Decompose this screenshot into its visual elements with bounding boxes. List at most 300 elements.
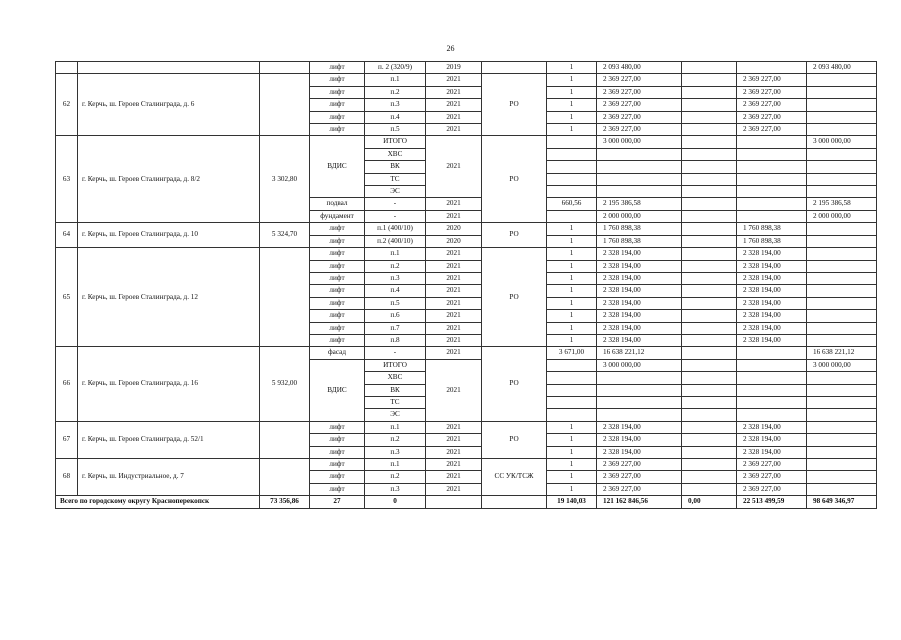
cell-work-type: лифт xyxy=(310,421,365,433)
cell-col-j xyxy=(682,235,737,247)
cell-col-l xyxy=(807,372,877,384)
cell-col-j xyxy=(682,384,737,396)
cell-element: - xyxy=(365,198,426,210)
cell-total-cost: 2 328 194,00 xyxy=(597,272,682,284)
cell-col-k xyxy=(737,198,807,210)
total-empty-year xyxy=(426,496,482,508)
cell-col-j xyxy=(682,285,737,297)
cell-element: ВК xyxy=(365,161,426,173)
cell-year: 2021 xyxy=(426,86,482,98)
capital-repair-table xyxy=(55,61,877,509)
cell-element: п.5 xyxy=(365,124,426,136)
cell-quantity xyxy=(547,136,597,148)
cell-total-cost: 2 369 227,00 xyxy=(597,111,682,123)
cell-year: 2021 xyxy=(426,334,482,346)
cell-number: 66 xyxy=(56,347,78,421)
table-body xyxy=(56,62,877,509)
cell-col-k: 1 760 898,38 xyxy=(737,235,807,247)
cell-col-l xyxy=(807,173,877,185)
cell-element: ТС xyxy=(365,173,426,185)
cell-quantity: 1 xyxy=(547,471,597,483)
cell-total-cost: 2 195 386,58 xyxy=(597,198,682,210)
cell-element: п.8 xyxy=(365,334,426,346)
cell-work-type: лифт xyxy=(310,86,365,98)
cell-col-k xyxy=(737,384,807,396)
cell-col-j xyxy=(682,111,737,123)
cell-work-type: лифт xyxy=(310,322,365,334)
cell-quantity: 1 xyxy=(547,235,597,247)
cell-col-j xyxy=(682,186,737,198)
cell-quantity: 1 xyxy=(547,434,597,446)
cell-work-type: лифт xyxy=(310,99,365,111)
cell-element: п.4 xyxy=(365,111,426,123)
cell-col-l xyxy=(807,334,877,346)
cell-col-l xyxy=(807,322,877,334)
cell-col-l xyxy=(807,310,877,322)
cell-quantity xyxy=(547,396,597,408)
cell-address: г. Керчь, ш. Героев Сталинграда, д. 16 xyxy=(78,347,260,421)
table-row xyxy=(56,223,877,235)
cell-total-cost: 2 369 227,00 xyxy=(597,99,682,111)
cell-col-j xyxy=(682,260,737,272)
cell-col-l xyxy=(807,86,877,98)
table-row xyxy=(56,74,877,86)
cell-col-j xyxy=(682,372,737,384)
cell-number: 67 xyxy=(56,421,78,458)
cell-element: п.1 xyxy=(365,74,426,86)
cell-col-j xyxy=(682,210,737,222)
cell-col-l xyxy=(807,148,877,160)
cell-year: 2021 xyxy=(426,74,482,86)
cell-col-l xyxy=(807,99,877,111)
cell-col-k: 2 328 194,00 xyxy=(737,322,807,334)
cell-number: 63 xyxy=(56,136,78,223)
cell-total-cost: 2 369 227,00 xyxy=(597,74,682,86)
cell-total-cost: 2 328 194,00 xyxy=(597,434,682,446)
cell-method: СС УК/ТСЖ xyxy=(482,459,547,496)
cell-quantity: 1 xyxy=(547,223,597,235)
cell-year: 2021 xyxy=(426,297,482,309)
cell-work-type: лифт xyxy=(310,235,365,247)
cell-year: 2021 xyxy=(426,322,482,334)
cell-work-type: лифт xyxy=(310,248,365,260)
cell-year: 2021 xyxy=(426,310,482,322)
cell-work-type: фундамент xyxy=(310,210,365,222)
cell-col-j xyxy=(682,62,737,74)
cell-col-k: 2 369 227,00 xyxy=(737,86,807,98)
cell-col-k: 2 328 194,00 xyxy=(737,297,807,309)
cell-work-type: лифт xyxy=(310,124,365,136)
cell-total-cost xyxy=(597,161,682,173)
cell-quantity: 1 xyxy=(547,272,597,284)
total-area: 73 356,86 xyxy=(260,496,310,508)
total-quantity: 19 140,03 xyxy=(547,496,597,508)
total-label: Всего по городскому округу Красноперекопск xyxy=(56,496,260,508)
cell-area xyxy=(260,459,310,496)
cell-col-l xyxy=(807,409,877,421)
cell-col-k xyxy=(737,148,807,160)
cell-year: 2021 xyxy=(426,99,482,111)
cell-method: РО xyxy=(482,136,547,223)
cell-quantity: 1 xyxy=(547,124,597,136)
cell-year: 2021 xyxy=(426,124,482,136)
cell-area xyxy=(260,421,310,458)
cell-element: ЭС xyxy=(365,409,426,421)
cell-col-l xyxy=(807,483,877,495)
cell-year: 2021 xyxy=(426,459,482,471)
cell-number: 64 xyxy=(56,223,78,248)
cell-element: п. 2 (320/9) xyxy=(365,62,426,74)
total-empty-method xyxy=(482,496,547,508)
cell-col-k: 2 328 194,00 xyxy=(737,272,807,284)
cell-col-j xyxy=(682,136,737,148)
cell-col-k xyxy=(737,173,807,185)
total-zero: 0 xyxy=(365,496,426,508)
cell-element: - xyxy=(365,210,426,222)
cell-col-j xyxy=(682,74,737,86)
cell-col-k: 2 328 194,00 xyxy=(737,260,807,272)
cell-col-l xyxy=(807,459,877,471)
cell-col-j xyxy=(682,459,737,471)
cell-area xyxy=(260,62,310,74)
cell-col-l xyxy=(807,384,877,396)
cell-total-cost: 2 328 194,00 xyxy=(597,446,682,458)
cell-total-cost: 2 328 194,00 xyxy=(597,260,682,272)
cell-total-cost: 2 369 227,00 xyxy=(597,124,682,136)
cell-col-k xyxy=(737,186,807,198)
cell-element: ТС xyxy=(365,396,426,408)
cell-element: - xyxy=(365,347,426,359)
total-col-k: 22 513 499,59 xyxy=(737,496,807,508)
cell-element: п.5 xyxy=(365,297,426,309)
cell-total-cost xyxy=(597,372,682,384)
cell-element: ВК xyxy=(365,384,426,396)
cell-col-j xyxy=(682,124,737,136)
cell-col-j xyxy=(682,334,737,346)
cell-element: п.2 xyxy=(365,260,426,272)
cell-element: п.1 xyxy=(365,459,426,471)
cell-col-k: 2 369 227,00 xyxy=(737,471,807,483)
cell-total-cost: 1 760 898,38 xyxy=(597,223,682,235)
cell-quantity xyxy=(547,173,597,185)
cell-col-j xyxy=(682,198,737,210)
cell-year: 2021 xyxy=(426,272,482,284)
cell-col-l xyxy=(807,235,877,247)
cell-col-l xyxy=(807,161,877,173)
cell-year: 2021 xyxy=(426,136,482,198)
cell-col-k: 2 328 194,00 xyxy=(737,421,807,433)
cell-col-k xyxy=(737,396,807,408)
cell-quantity xyxy=(547,186,597,198)
table-row xyxy=(56,136,877,148)
cell-col-k: 2 369 227,00 xyxy=(737,111,807,123)
cell-quantity: 1 xyxy=(547,86,597,98)
cell-quantity: 1 xyxy=(547,260,597,272)
page-number: 26 xyxy=(446,44,455,53)
cell-work-type: лифт xyxy=(310,459,365,471)
cell-work-type: лифт xyxy=(310,272,365,284)
table-row xyxy=(56,459,877,471)
cell-col-j xyxy=(682,359,737,371)
total-col-j: 0,00 xyxy=(682,496,737,508)
cell-work-type: лифт xyxy=(310,446,365,458)
cell-total-cost: 2 093 480,00 xyxy=(597,62,682,74)
cell-col-k: 2 328 194,00 xyxy=(737,248,807,260)
cell-work-type: лифт xyxy=(310,260,365,272)
cell-total-cost xyxy=(597,173,682,185)
cell-quantity xyxy=(547,359,597,371)
cell-element: ХВС xyxy=(365,372,426,384)
cell-quantity: 1 xyxy=(547,334,597,346)
cell-col-l xyxy=(807,248,877,260)
cell-method xyxy=(482,62,547,74)
cell-year: 2021 xyxy=(426,434,482,446)
cell-total-cost: 16 638 221,12 xyxy=(597,347,682,359)
cell-element: ИТОГО xyxy=(365,136,426,148)
cell-col-j xyxy=(682,421,737,433)
cell-quantity: 1 xyxy=(547,74,597,86)
total-sum: 121 162 846,56 xyxy=(597,496,682,508)
cell-element: п.4 xyxy=(365,285,426,297)
total-row xyxy=(56,496,877,508)
cell-total-cost xyxy=(597,148,682,160)
cell-quantity xyxy=(547,384,597,396)
cell-col-k: 2 369 227,00 xyxy=(737,99,807,111)
cell-col-k: 1 760 898,38 xyxy=(737,223,807,235)
cell-col-k xyxy=(737,210,807,222)
cell-year: 2021 xyxy=(426,421,482,433)
cell-col-l xyxy=(807,74,877,86)
cell-element: ЭС xyxy=(365,186,426,198)
cell-method: РО xyxy=(482,74,547,136)
cell-col-k: 2 328 194,00 xyxy=(737,310,807,322)
cell-col-j xyxy=(682,173,737,185)
cell-work-type: лифт xyxy=(310,310,365,322)
cell-total-cost xyxy=(597,186,682,198)
cell-total-cost: 2 369 227,00 xyxy=(597,459,682,471)
cell-work-type: лифт xyxy=(310,62,365,74)
cell-total-cost: 3 000 000,00 xyxy=(597,359,682,371)
cell-year: 2021 xyxy=(426,260,482,272)
cell-col-j xyxy=(682,322,737,334)
cell-work-type: фасад xyxy=(310,347,365,359)
cell-work-type: лифт xyxy=(310,223,365,235)
cell-col-l: 2 093 480,00 xyxy=(807,62,877,74)
cell-total-cost xyxy=(597,409,682,421)
cell-total-cost: 2 328 194,00 xyxy=(597,334,682,346)
cell-address: г. Керчь, ш. Индустриальное, д. 7 xyxy=(78,459,260,496)
cell-year: 2021 xyxy=(426,359,482,421)
cell-address xyxy=(78,62,260,74)
cell-number xyxy=(56,62,78,74)
cell-method: РО xyxy=(482,248,547,347)
cell-col-l: 16 638 221,12 xyxy=(807,347,877,359)
cell-col-k: 2 328 194,00 xyxy=(737,446,807,458)
cell-number: 65 xyxy=(56,248,78,347)
cell-quantity: 1 xyxy=(547,310,597,322)
cell-col-l xyxy=(807,297,877,309)
cell-element: п.3 xyxy=(365,99,426,111)
cell-col-j xyxy=(682,310,737,322)
cell-col-j xyxy=(682,483,737,495)
cell-method: РО xyxy=(482,347,547,421)
cell-col-l xyxy=(807,260,877,272)
total-count: 27 xyxy=(310,496,365,508)
cell-col-k: 2 369 227,00 xyxy=(737,124,807,136)
cell-total-cost: 2 328 194,00 xyxy=(597,297,682,309)
cell-element: ИТОГО xyxy=(365,359,426,371)
cell-col-j xyxy=(682,161,737,173)
cell-col-j xyxy=(682,148,737,160)
cell-element: п.3 xyxy=(365,446,426,458)
table-row xyxy=(56,421,877,433)
cell-quantity: 1 xyxy=(547,483,597,495)
cell-year: 2020 xyxy=(426,223,482,235)
cell-address: г. Керчь, ш. Героев Сталинграда, д. 52/1 xyxy=(78,421,260,458)
cell-quantity xyxy=(547,372,597,384)
cell-col-j xyxy=(682,409,737,421)
cell-work-type: лифт xyxy=(310,483,365,495)
cell-col-k: 2 328 194,00 xyxy=(737,285,807,297)
cell-col-l xyxy=(807,421,877,433)
cell-year: 2021 xyxy=(426,248,482,260)
cell-element: п.7 xyxy=(365,322,426,334)
cell-element: ХВС xyxy=(365,148,426,160)
cell-year: 2021 xyxy=(426,446,482,458)
cell-col-k: 2 369 227,00 xyxy=(737,74,807,86)
cell-quantity: 1 xyxy=(547,446,597,458)
cell-col-k xyxy=(737,136,807,148)
cell-quantity: 1 xyxy=(547,111,597,123)
cell-quantity: 1 xyxy=(547,297,597,309)
cell-area xyxy=(260,74,310,136)
cell-col-l: 2 000 000,00 xyxy=(807,210,877,222)
cell-total-cost: 2 369 227,00 xyxy=(597,471,682,483)
cell-year: 2020 xyxy=(426,235,482,247)
cell-area: 5 932,00 xyxy=(260,347,310,421)
cell-col-j xyxy=(682,396,737,408)
cell-area xyxy=(260,248,310,347)
table-row xyxy=(56,62,877,74)
cell-year: 2021 xyxy=(426,285,482,297)
cell-col-l xyxy=(807,396,877,408)
cell-col-j xyxy=(682,347,737,359)
cell-work-type: подвал xyxy=(310,198,365,210)
cell-quantity: 1 xyxy=(547,285,597,297)
cell-address: г. Керчь, ш. Героев Сталинграда, д. 6 xyxy=(78,74,260,136)
cell-quantity: 1 xyxy=(547,62,597,74)
cell-col-k xyxy=(737,372,807,384)
cell-total-cost: 2 328 194,00 xyxy=(597,248,682,260)
cell-col-l xyxy=(807,186,877,198)
cell-total-cost: 1 760 898,38 xyxy=(597,235,682,247)
cell-col-j xyxy=(682,471,737,483)
cell-quantity xyxy=(547,210,597,222)
cell-area: 3 302,80 xyxy=(260,136,310,223)
cell-col-k xyxy=(737,409,807,421)
cell-quantity xyxy=(547,148,597,160)
cell-work-type: лифт xyxy=(310,74,365,86)
cell-col-j xyxy=(682,434,737,446)
cell-col-l xyxy=(807,446,877,458)
cell-quantity xyxy=(547,161,597,173)
cell-year: 2021 xyxy=(426,347,482,359)
cell-quantity: 1 xyxy=(547,248,597,260)
cell-number: 62 xyxy=(56,74,78,136)
cell-col-k xyxy=(737,161,807,173)
cell-col-k: 2 369 227,00 xyxy=(737,459,807,471)
cell-total-cost xyxy=(597,384,682,396)
cell-total-cost: 2 000 000,00 xyxy=(597,210,682,222)
cell-col-j xyxy=(682,446,737,458)
cell-col-k: 2 328 194,00 xyxy=(737,434,807,446)
cell-element: п.1 xyxy=(365,248,426,260)
cell-total-cost: 3 000 000,00 xyxy=(597,136,682,148)
cell-quantity: 1 xyxy=(547,99,597,111)
table-row xyxy=(56,248,877,260)
cell-quantity: 3 671,00 xyxy=(547,347,597,359)
cell-col-k xyxy=(737,62,807,74)
cell-year: 2021 xyxy=(426,198,482,210)
cell-element: п.3 xyxy=(365,272,426,284)
cell-total-cost: 2 328 194,00 xyxy=(597,421,682,433)
cell-element: п.3 xyxy=(365,483,426,495)
cell-col-l xyxy=(807,272,877,284)
cell-method: РО xyxy=(482,223,547,248)
cell-work-type: ВДИС xyxy=(310,136,365,198)
cell-work-type: лифт xyxy=(310,297,365,309)
cell-col-j xyxy=(682,297,737,309)
cell-year: 2021 xyxy=(426,483,482,495)
cell-work-type: лифт xyxy=(310,334,365,346)
cell-method: РО xyxy=(482,421,547,458)
cell-number: 68 xyxy=(56,459,78,496)
table-row xyxy=(56,347,877,359)
cell-element: п.1 xyxy=(365,421,426,433)
cell-col-l xyxy=(807,223,877,235)
cell-element: п.1 (400/10) xyxy=(365,223,426,235)
cell-col-l xyxy=(807,471,877,483)
cell-col-j xyxy=(682,248,737,260)
cell-address: г. Керчь, ш. Героев Сталинграда, д. 10 xyxy=(78,223,260,248)
cell-work-type: лифт xyxy=(310,434,365,446)
cell-col-j xyxy=(682,272,737,284)
cell-total-cost: 2 328 194,00 xyxy=(597,285,682,297)
cell-quantity: 1 xyxy=(547,322,597,334)
total-col-l: 98 649 346,97 xyxy=(807,496,877,508)
cell-total-cost xyxy=(597,396,682,408)
cell-total-cost: 2 369 227,00 xyxy=(597,483,682,495)
cell-work-type: лифт xyxy=(310,111,365,123)
cell-col-l xyxy=(807,124,877,136)
cell-col-l: 3 000 000,00 xyxy=(807,136,877,148)
cell-year: 2021 xyxy=(426,210,482,222)
cell-quantity: 660,56 xyxy=(547,198,597,210)
cell-col-l xyxy=(807,434,877,446)
cell-col-j xyxy=(682,86,737,98)
cell-address: г. Керчь, ш. Героев Сталинграда, д. 12 xyxy=(78,248,260,347)
cell-total-cost: 2 328 194,00 xyxy=(597,322,682,334)
cell-year: 2021 xyxy=(426,471,482,483)
cell-year: 2019 xyxy=(426,62,482,74)
cell-element: п.2 xyxy=(365,471,426,483)
cell-element: п.2 (400/10) xyxy=(365,235,426,247)
cell-element: п.2 xyxy=(365,434,426,446)
cell-element: п.6 xyxy=(365,310,426,322)
cell-col-l xyxy=(807,285,877,297)
cell-work-type: ВДИС xyxy=(310,359,365,421)
cell-quantity xyxy=(547,409,597,421)
